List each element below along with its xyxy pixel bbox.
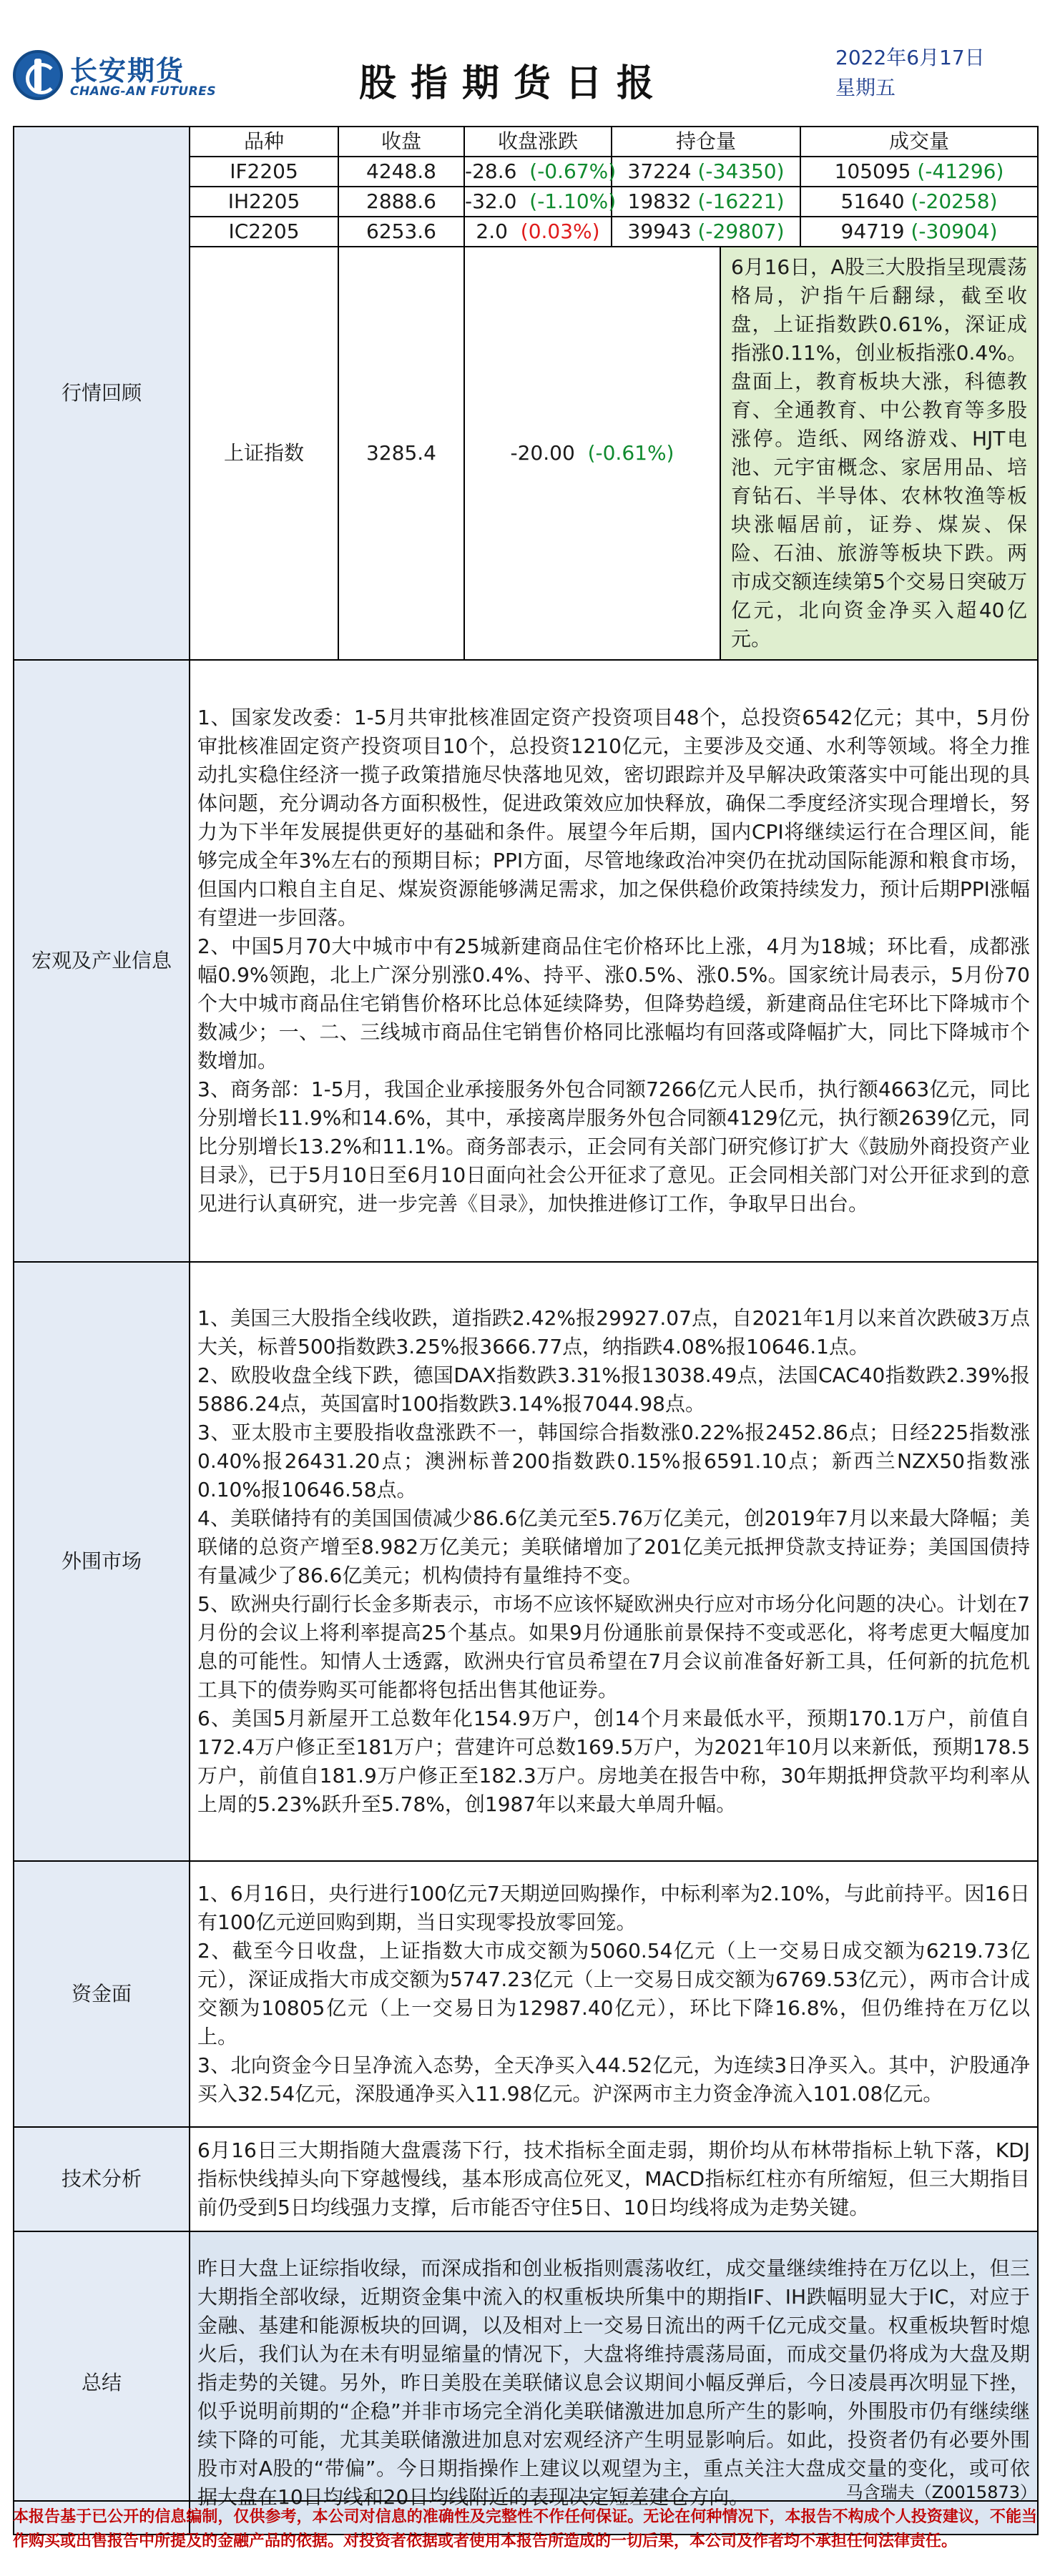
col-header-contract: 品种 xyxy=(190,127,338,157)
index-change: -20.00 (-0.61%) xyxy=(464,247,720,660)
index-close: 3285.4 xyxy=(338,247,464,660)
overseas-paragraph: 2、欧股收盘全线下跌，德国DAX指数跌3.31%报13038.49点，法国CAC40指数跌2.39%报5886.24点，英国富时100指数跌3.14%报7044.98点。 xyxy=(197,1363,1031,1416)
open-interest-value: 39943 (-29807) xyxy=(612,217,800,247)
close-value: 6253.6 xyxy=(338,217,464,247)
funds-content xyxy=(190,1861,1038,2127)
logo-emblem-icon xyxy=(13,50,63,100)
funds-paragraph: 2、截至今日收盘，上证指数大市成交额为5060.54亿元（上一交易日成交额为6219.73亿元），深证成指大市成交额为5747.23亿元（上一交易日成交额为6769.53亿元），两市合计成交额为10805亿元（上一交易日为12987.40亿元），环比下降16.8%，但仍维持在万亿以上。 xyxy=(197,1939,1031,2048)
change-value: -32.0 (-1.10%) xyxy=(464,187,612,217)
close-value: 2888.6 xyxy=(338,187,464,217)
date-text: 2022年6月17日 xyxy=(835,46,985,69)
macro-paragraph: 1、国家发改委：1-5月共审批核准固定资产投资项目48个，总投资6542亿元；其中，5月份审批核准固定资产投资项目10个，总投资1210亿元，主要涉及交通、水利等领域。将全力推动扎实稳住经济一揽子政策措施尽快落地见效，密切跟踪并及早解决政策落实中可能出现的具体问题，充分调动各方面积极性，促进政策效应加快释放，确保二季度经济实现合理增长，努力为下半年发展提供更好的基础和条件。展望今年后期，国内CPI将继续运行在合理区间，能够完成全年3%左右的预期目标；PPI方面，尽管地缘政治冲突仍在扰动国际能源和粮食市场，但国内口粮自主自足、煤炭资源能够满足需求，加之保供稳价政策持续发力，预计后期PPI涨幅有望进一步回落。 xyxy=(197,706,1031,929)
open-interest-value: 37224 (-34350) xyxy=(612,157,800,187)
overseas-paragraph: 3、亚太股市主要股指收盘涨跌不一，韩国综合指数涨0.22%报2452.86点；日经225指数涨0.40%报26431.20点；澳洲标普200指数跌0.15%报6591.10点；新西兰NZX50指数涨0.10%报10646.58点。 xyxy=(197,1421,1031,1501)
close-value: 4248.8 xyxy=(338,157,464,187)
summary-content: 昨日大盘上证综指收绿，而深成指和创业板指则震荡收红，成交量继续维持在万亿以上，但三大期指全部收绿，近期资金集中流入的权重板块所集中的期指IF、IH跌幅明显大于IC，对应于金融、基建和能源板块的回调，以及相对上一交易日流出的两千亿元成交量。权重板块暂时熄火后，我们认为在未有明显缩量的情况下，大盘将维持震荡局面，而成交量仍将成为大盘及期指走势的关键。另外，昨日美股在美联储议息会议期间小幅反弹后，今日凌晨再次明显下挫，似乎说明前期的“企稳”并非市场完全消化美联储激进加息所产生的影响，外围股市仍有继续继续下降的可能，尤其美联储激进加息对宏观经济产生明显影响后。如此，投资者仍有必要外围股市对A股的“带偏”。今日期指操作上建议以观望为主，重点关注大盘成交量的变化，或可依据大盘在10日均线和20日均线附近的表现决定短差建仓方向。 xyxy=(190,2231,1038,2535)
index-name: 上证指数 xyxy=(190,247,338,660)
volume-value: 94719 (-30904) xyxy=(800,217,1038,247)
contract-name: IH2205 xyxy=(190,187,338,217)
technical-content: 6月16日三大期指随大盘震荡下行，技术指标全面走弱，期价均从布林带指标上轨下落，KDJ指标快线掉头向下穿越慢线，基本形成高位死叉，MACD指标红柱亦有所缩短，但三大期指目前仍受到5日均线强力支撑，后市能否守住5日、10日均线将成为走势关键。 xyxy=(190,2127,1038,2231)
open-interest-value: 19832 (-16221) xyxy=(612,187,800,217)
disclaimer: 本报告基于已公开的信息编制，仅供参考，本公司对信息的准确性及完整性不作任何保证。无论在何种情况下，本报告不构成个人投资建议，不能当作购买或出售报告中所提及的金融产品的依据。对投资者依据或者使用本报告所造成的一切后果，本公司及作者均不承担任何法律责任。 xyxy=(13,2500,1037,2553)
overseas-content xyxy=(190,1262,1038,1861)
volume-value: 51640 (-20258) xyxy=(800,187,1038,217)
weekday-text: 星期五 xyxy=(835,76,896,99)
contract-name: IF2205 xyxy=(190,157,338,187)
category-summary: 总结 xyxy=(14,2231,190,2535)
contract-name: IC2205 xyxy=(190,217,338,247)
col-header-close: 收盘 xyxy=(338,127,464,157)
company-logo xyxy=(13,44,217,113)
funds-paragraph: 1、6月16日，央行进行100亿元7天期逆回购操作，中标利率为2.10%，与此前持平。因16日有100亿元逆回购到期，当日实现零投放零回笼。 xyxy=(197,1882,1031,1934)
report-date xyxy=(835,43,1007,103)
macro-content xyxy=(190,660,1038,1262)
category-funds: 资金面 xyxy=(14,1861,190,2127)
macro-paragraph: 2、中国5月70大中城市中有25城新建商品住宅价格环比上涨，4月为18城；环比看，成都涨幅0.9%领跑，北上广深分别涨0.4%、持平、涨0.5%、涨0.5%。国家统计局表示，5月份70个大中城市商品住宅销售价格环比总体延续降势，但降势趋缓，新建商品住宅环比下降城市个数减少；一、二、三线城市商品住宅销售价格同比涨幅均有回落或降幅扩大，同比下降城市个数增加。 xyxy=(197,934,1031,1072)
funds-paragraph: 3、北向资金今日呈净流入态势，全天净买入44.52亿元，为连续3日净买入。其中，沪股通净买入32.54亿元，深股通净买入11.98亿元。沪深两市主力资金净流入101.08亿元。 xyxy=(197,2053,1031,2106)
report-header xyxy=(13,36,1036,122)
logo-cn-text: 长安期货 xyxy=(70,55,185,87)
change-value: -28.6 (-0.67%) xyxy=(464,157,612,187)
macro-paragraph: 3、商务部：1-5月，我国企业承接服务外包合同额7266亿元人民币，执行额4663亿元，同比分别增长11.9%和14.6%，其中，承接离岸服务外包合同额4129亿元，执行额2639亿元，同比分别增长13.2%和11.1%。商务部表示，正会同有关部门研究修订扩大《鼓励外商投资产业目录》，已于5月10日至6月10日面向社会公开征求了意见。正会同相关部门对公开征求到的意见进行认真研究，进一步完善《目录》，加快推进修订工作，争取早日出台。 xyxy=(197,1077,1031,1215)
category-macro: 宏观及产业信息 xyxy=(14,660,190,1262)
overseas-paragraph: 1、美国三大股指全线收跌，道指跌2.42%报29927.07点，自2021年1月以来首次跌破3万点大关，标普500指数跌3.25%报3666.77点，纳指跌4.08%报10646.1点。 xyxy=(197,1306,1031,1358)
col-header-open-interest: 持仓量 xyxy=(612,127,800,157)
author-signature: 马含瑞夫（Z0015873） xyxy=(845,2482,1037,2502)
report-title: 股指期货日报 xyxy=(358,62,668,105)
col-header-volume: 成交量 xyxy=(800,127,1038,157)
logo-en-text: CHANG-AN FUTURES xyxy=(70,84,217,99)
change-value: 2.0 (0.03%) xyxy=(464,217,612,247)
overseas-paragraph: 5、欧洲央行副行长金多斯表示，市场不应该怀疑欧洲央行应对市场分化问题的决心。计划在7月份的会议上将利率提高25个基点。如果9月份通胀前景保持不变或恶化，将考虑更大幅度加息的可能性。知情人士透露，欧洲央行官员希望在7月会议前准备好新工具，任何新的抗危机工具下的债券购买可能都将包括出售其他证券。 xyxy=(197,1592,1031,1702)
category-overseas: 外围市场 xyxy=(14,1262,190,1861)
category-technical: 技术分析 xyxy=(14,2127,190,2231)
report-table xyxy=(13,126,1039,2535)
col-header-change: 收盘涨跌 xyxy=(464,127,612,157)
overseas-paragraph: 4、美联储持有的美国国债减少86.6亿美元至5.76万亿美元，创2019年7月以来最大降幅；美联储的总资产增至8.982万亿美元；美联储增加了201亿美元抵押贷款支持证券；美国国债持有量减少了86.6亿美元；机构债持有量维持不变。 xyxy=(197,1506,1031,1587)
overseas-paragraph: 6、美国5月新屋开工总数年化154.9万户，创14个月来最低水平，预期170.1万户，前值自172.4万户修正至181万户；营建许可总数169.5万户，为2021年10月以来新低，预期178.5万户，前值自181.9万户修正至182.3万户。房地美在报告中称，30年期抵押贷款平均利率从上周的5.23%跃升至5.78%，创1987年以来最大单周升幅。 xyxy=(197,1707,1031,1816)
volume-value: 105095 (-41296) xyxy=(800,157,1038,187)
market-review-text: 6月16日，A股三大股指呈现震荡格局，沪指午后翻绿，截至收盘，上证指数跌0.61%，深证成指涨0.11%，创业板指涨0.4%。盘面上，教育板块大涨，科德教育、全通教育、中公教育等多股涨停。造纸、网络游戏、HJT电池、元宇宙概念、家居用品、培育钻石、半导体、农林牧渔等板块涨幅居前，证券、煤炭、保险、石油、旅游等板块下跌。两市成交额连续第5个交易日突破万亿元，北向资金净买入超40亿元。 xyxy=(720,247,1038,660)
category-market-review: 行情回顾 xyxy=(14,127,190,660)
